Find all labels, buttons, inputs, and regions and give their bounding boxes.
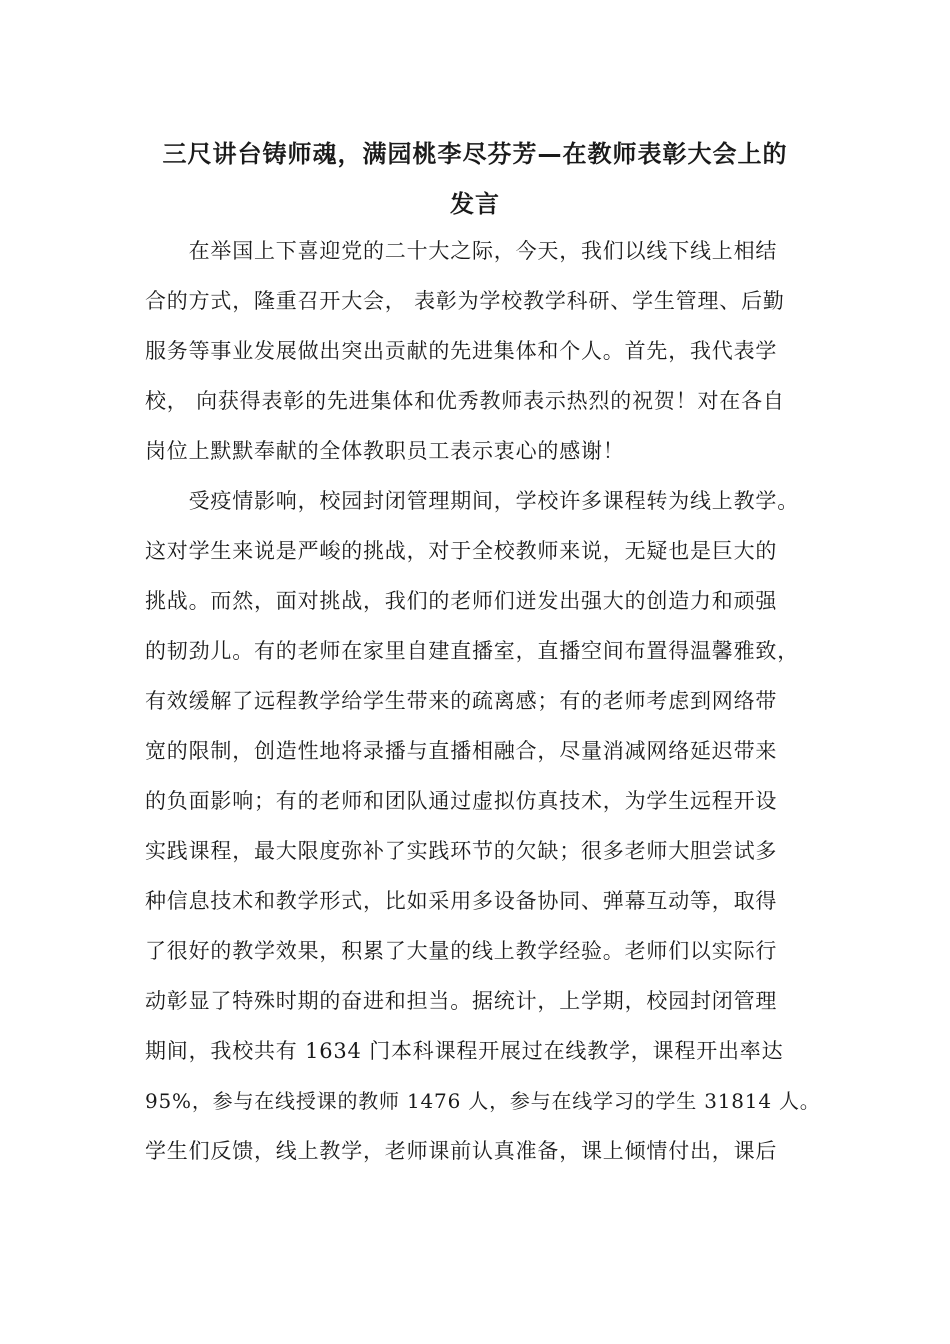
body-line-5: 岗位上默默奉献的全体教职员工表示衷心的感谢！ (145, 439, 625, 463)
body-line-19: 学生们反馈，线上教学，老师课前认真准备，课上倾情付出，课后 (145, 1139, 778, 1163)
body-line-16: 动彰显了特殊时期的奋进和担当。据统计，上学期，校园封闭管理 (145, 989, 778, 1013)
body-line-4: 校， 向获得表彰的先进集体和优秀教师表示热烈的祝贺！对在各自 (145, 389, 785, 413)
body-line-18: 95%，参与在线授课的教师 1476 人，参与在线学习的学生 31814 人。 (145, 1089, 821, 1113)
body-line-13: 实践课程，最大限度弥补了实践环节的欠缺；很多老师大胆尝试多 (145, 839, 778, 863)
body-line-1: 在举国上下喜迎党的二十大之际，今天，我们以线下线上相结 (145, 239, 778, 263)
title-line-2: 发言 (450, 190, 500, 218)
body-line-11: 宽的限制，创造性地将录播与直播相融合，尽量消减网络延迟带来 (145, 739, 778, 763)
body-line-9: 的韧劲儿。有的老师在家里自建直播室，直播空间布置得温馨雅致， (145, 639, 799, 663)
body-line-3: 服务等事业发展做出突出贡献的先进集体和个人。首先，我代表学 (145, 339, 778, 363)
body-line-15: 了很好的教学效果，积累了大量的线上教学经验。老师们以实际行 (145, 939, 778, 963)
body-line-12: 的负面影响；有的老师和团队通过虚拟仿真技术，为学生远程开设 (145, 789, 778, 813)
body-line-8: 挑战。而然，面对挑战，我们的老师们迸发出强大的创造力和顽强 (145, 589, 778, 613)
body-line-14: 种信息技术和教学形式，比如采用多设备协同、弹幕互动等，取得 (145, 889, 778, 913)
body-line-17: 期间，我校共有 1634 门本科课程开展过在线教学，课程开出率达 (145, 1039, 784, 1063)
body-line-10: 有效缓解了远程教学给学生带来的疏离感；有的老师考虑到网络带 (145, 689, 778, 713)
body-line-7: 这对学生来说是严峻的挑战，对于全校教师来说，无疑也是巨大的 (145, 539, 778, 563)
title-line-1: 三尺讲台铸师魂，满园桃李尽芬芳—在教师表彰大会上的 (162, 140, 788, 168)
body-line-6: 受疫情影响，校园封闭管理期间，学校许多课程转为线上教学。 (145, 489, 799, 513)
body-line-2: 合的方式，隆重召开大会， 表彰为学校教学科研、学生管理、后勤 (145, 289, 785, 313)
